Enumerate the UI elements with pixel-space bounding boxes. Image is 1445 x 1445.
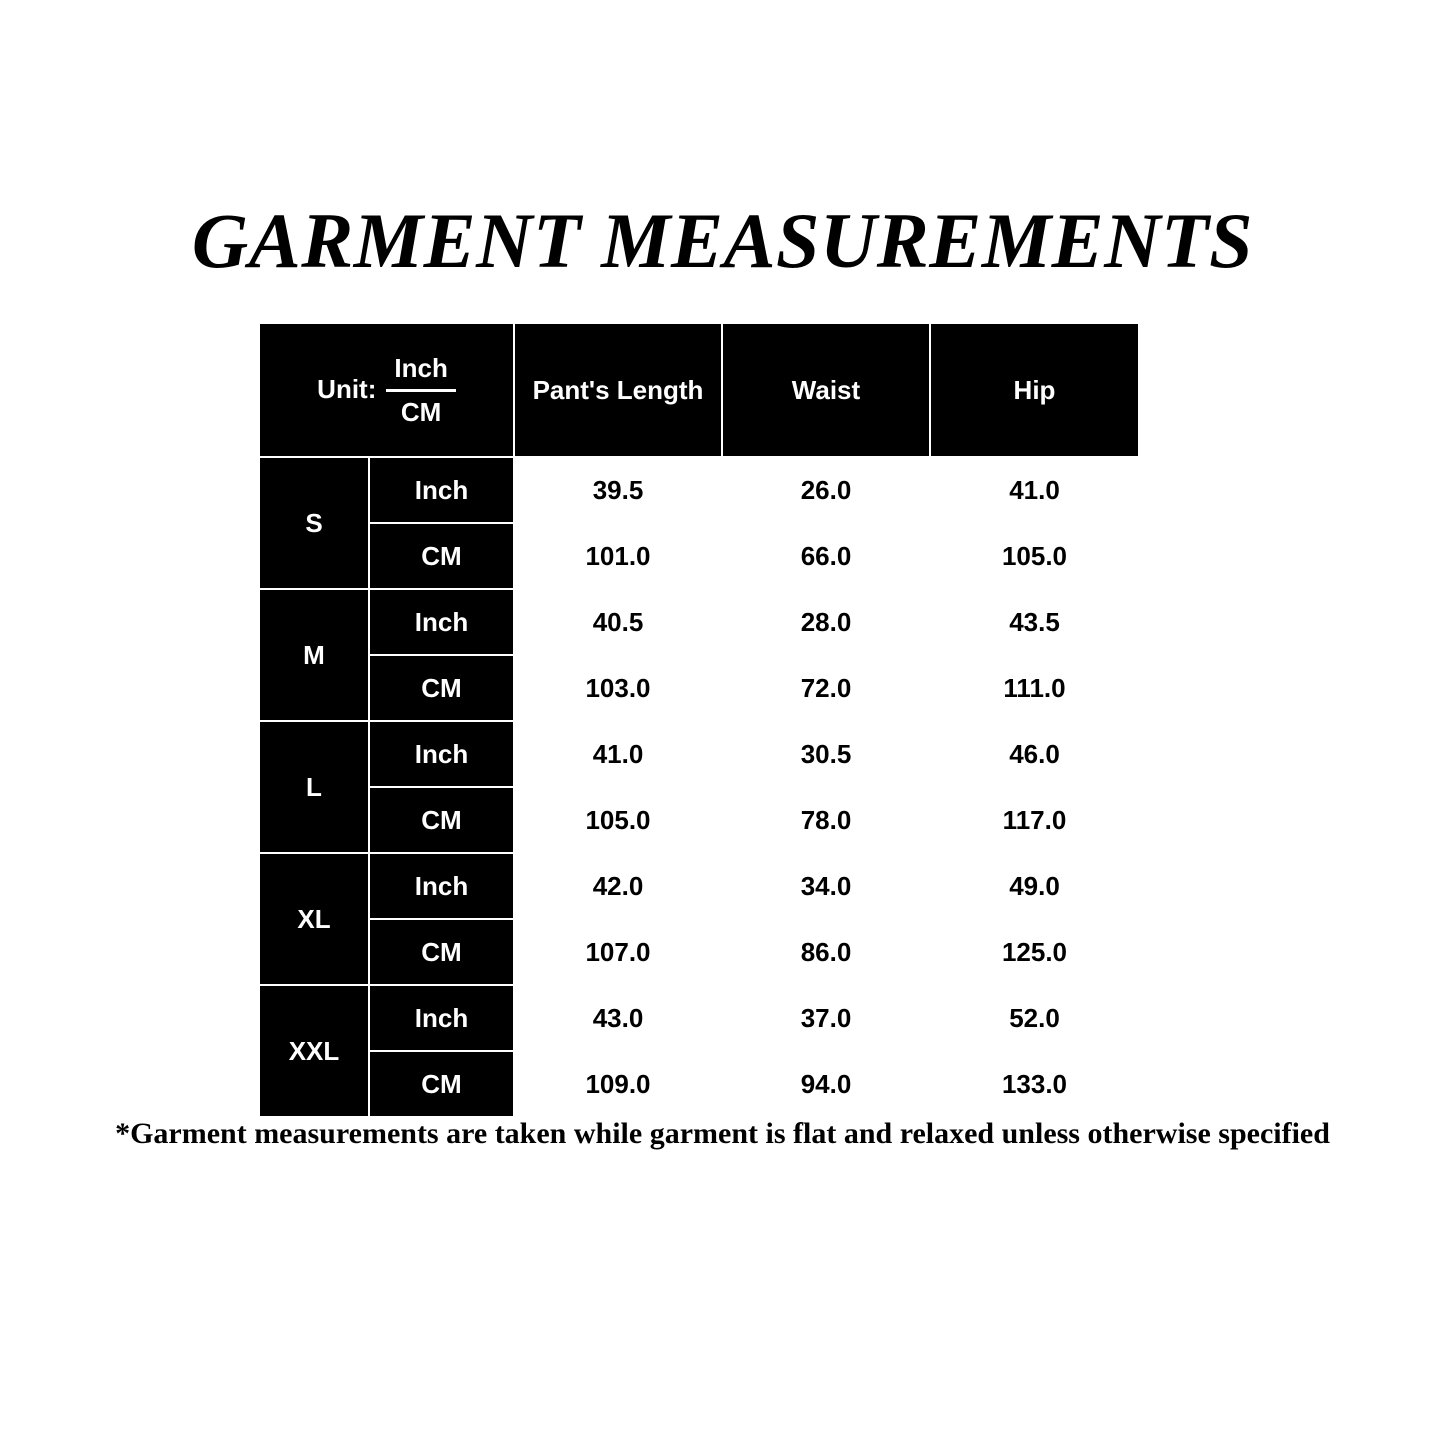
value-m-cm-hip: 111.0 <box>930 655 1139 721</box>
value-m-inch-length: 40.5 <box>514 589 722 655</box>
size-label-xxl: XXL <box>259 985 369 1117</box>
value-xl-cm-length: 107.0 <box>514 919 722 985</box>
value-xxl-cm-length: 109.0 <box>514 1051 722 1117</box>
size-label-xl: XL <box>259 853 369 985</box>
table-row <box>259 985 1139 1051</box>
header-waist: Waist <box>722 323 930 457</box>
header-unit-label: Unit: <box>317 374 377 405</box>
unit-label-m-inch: Inch <box>369 589 514 655</box>
unit-label-l-cm: CM <box>369 787 514 853</box>
header-unit-numerator: Inch <box>386 352 455 392</box>
value-s-inch-hip: 41.0 <box>930 457 1139 523</box>
size-label-l: L <box>259 721 369 853</box>
table-row <box>259 457 1139 523</box>
value-l-inch-waist: 30.5 <box>722 721 930 787</box>
unit-label-xxl-cm: CM <box>369 1051 514 1117</box>
table-row <box>259 655 1139 721</box>
table-row <box>259 589 1139 655</box>
value-xl-inch-hip: 49.0 <box>930 853 1139 919</box>
header-unit-fraction <box>386 352 455 428</box>
header-pants-length: Pant's Length <box>514 323 722 457</box>
table-row <box>259 523 1139 589</box>
measurements-table-container <box>258 322 1138 1118</box>
header-hip: Hip <box>930 323 1139 457</box>
header-unit-cell <box>259 323 514 457</box>
unit-label-xxl-inch: Inch <box>369 985 514 1051</box>
table-row <box>259 853 1139 919</box>
table-header-row <box>259 323 1139 457</box>
size-label-s: S <box>259 457 369 589</box>
value-m-inch-waist: 28.0 <box>722 589 930 655</box>
table-row <box>259 787 1139 853</box>
value-xl-inch-waist: 34.0 <box>722 853 930 919</box>
value-xl-cm-waist: 86.0 <box>722 919 930 985</box>
unit-label-s-cm: CM <box>369 523 514 589</box>
value-s-inch-waist: 26.0 <box>722 457 930 523</box>
footnote: *Garment measurements are taken while garment is flat and relaxed unless otherwise specified <box>115 1117 1330 1150</box>
value-m-cm-waist: 72.0 <box>722 655 930 721</box>
value-s-cm-hip: 105.0 <box>930 523 1139 589</box>
page-title: GARMENT MEASUREMENTS <box>191 197 1254 284</box>
value-l-cm-hip: 117.0 <box>930 787 1139 853</box>
header-unit-denominator: CM <box>400 396 442 427</box>
unit-label-m-cm: CM <box>369 655 514 721</box>
table-row <box>259 1051 1139 1117</box>
value-s-inch-length: 39.5 <box>514 457 722 523</box>
unit-label-l-inch: Inch <box>369 721 514 787</box>
value-m-cm-length: 103.0 <box>514 655 722 721</box>
value-xxl-inch-waist: 37.0 <box>722 985 930 1051</box>
table-row <box>259 721 1139 787</box>
value-s-cm-waist: 66.0 <box>722 523 930 589</box>
value-xxl-cm-hip: 133.0 <box>930 1051 1139 1117</box>
value-l-inch-length: 41.0 <box>514 721 722 787</box>
value-l-cm-waist: 78.0 <box>722 787 930 853</box>
table-row <box>259 919 1139 985</box>
value-xxl-inch-length: 43.0 <box>514 985 722 1051</box>
value-xl-inch-length: 42.0 <box>514 853 722 919</box>
unit-label-xl-cm: CM <box>369 919 514 985</box>
value-xxl-cm-waist: 94.0 <box>722 1051 930 1117</box>
size-label-m: M <box>259 589 369 721</box>
value-l-inch-hip: 46.0 <box>930 721 1139 787</box>
measurements-table <box>258 322 1140 1118</box>
value-l-cm-length: 105.0 <box>514 787 722 853</box>
unit-label-xl-inch: Inch <box>369 853 514 919</box>
value-xxl-inch-hip: 52.0 <box>930 985 1139 1051</box>
unit-label-s-inch: Inch <box>369 457 514 523</box>
value-xl-cm-hip: 125.0 <box>930 919 1139 985</box>
value-m-inch-hip: 43.5 <box>930 589 1139 655</box>
value-s-cm-length: 101.0 <box>514 523 722 589</box>
